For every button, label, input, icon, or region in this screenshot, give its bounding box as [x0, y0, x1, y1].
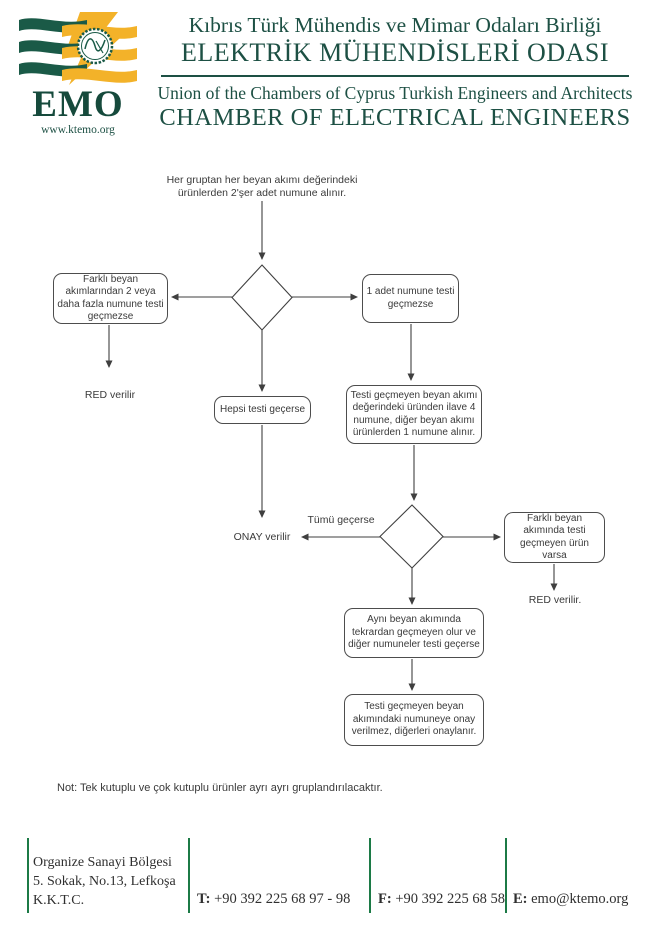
title-english-chamber: CHAMBER OF ELECTRICAL ENGINEERS — [159, 104, 631, 131]
flow-box-same-current-fail: Aynı beyan akımında tekrardan geçmeyen olur ve diğer numuneler testi geçerse — [344, 608, 484, 658]
decision-diamond-2 — [380, 505, 443, 568]
footer-divider-1 — [27, 838, 29, 913]
flow-box-all-pass: Hepsi testi geçerse — [214, 396, 311, 424]
emo-emblem-icon — [17, 12, 139, 86]
title-turkish-chamber: ELEKTRİK MÜHENDİSLERİ ODASI — [180, 38, 609, 67]
flow-start-label: Her gruptan her beyan akımı değerindeki ürünlerden 2'şer adet numune alınır. — [166, 174, 358, 199]
address-line-3: K.K.T.C. — [33, 893, 85, 908]
decision-diamond-1 — [232, 265, 292, 330]
flow-box-partial-approve: Testi geçmeyen beyan akımındaki numuneye onay verilmez, diğerleri onaylanır. — [344, 694, 484, 746]
footer-address — [33, 853, 176, 910]
title-english-union: Union of the Chambers of Cyprus Turkish Engineers and Architects — [157, 83, 633, 103]
address-line-2: 5. Sokak, No.13, Lefkoşa — [33, 874, 176, 889]
header-divider — [161, 75, 629, 77]
email-prefix: E: — [513, 891, 528, 907]
footer-divider-2 — [188, 838, 190, 913]
footer-email — [513, 891, 628, 908]
flow-edge-label-all-pass: Tümü geçerse — [307, 514, 375, 526]
footnote: Not: Tek kutuplu ve çok kutuplu ürünler ayrı ayrı gruplandırılacaktır. — [57, 782, 383, 794]
email-address: emo@ktemo.org — [531, 891, 629, 907]
logo-acronym: EMO — [32, 84, 124, 125]
address-line-1: Organize Sanayi Bölgesi — [33, 855, 172, 870]
header-titles — [140, 12, 650, 131]
footer-phone — [197, 891, 350, 908]
fax-number: +90 392 225 68 58 — [395, 891, 505, 907]
flow-result-onay: ONAY verilir — [233, 531, 291, 543]
fax-prefix: F: — [378, 891, 392, 907]
footer-fax — [378, 891, 505, 908]
flow-box-diff-current-fail: Farklı beyan akımında testi geçmeyen ürün varsa — [504, 512, 605, 563]
flow-result-red-right: RED verilir. — [528, 594, 582, 606]
flow-box-retest: Testi geçmeyen beyan akımı değerindeki üründen ilave 4 numune, diğer beyan akımı ürünlerden 1 numune alınır. — [346, 385, 482, 444]
logo-website: www.ktemo.org — [41, 124, 115, 136]
phone-number: +90 392 225 68 97 - 98 — [214, 891, 351, 907]
phone-prefix: T: — [197, 891, 211, 907]
footer-divider-3 — [369, 838, 371, 913]
footer-divider-4 — [505, 838, 507, 913]
flow-box-one-fail: 1 adet numune testi geçmezse — [362, 274, 459, 323]
flow-result-red-left: RED verilir — [84, 389, 136, 401]
emo-logo — [12, 12, 144, 152]
flow-box-left-fail: Farklı beyan akımlarından 2 veya daha fazla numune testi geçmezse — [53, 273, 168, 324]
title-turkish-union: Kıbrıs Türk Mühendis ve Mimar Odaları Birliği — [188, 13, 602, 37]
